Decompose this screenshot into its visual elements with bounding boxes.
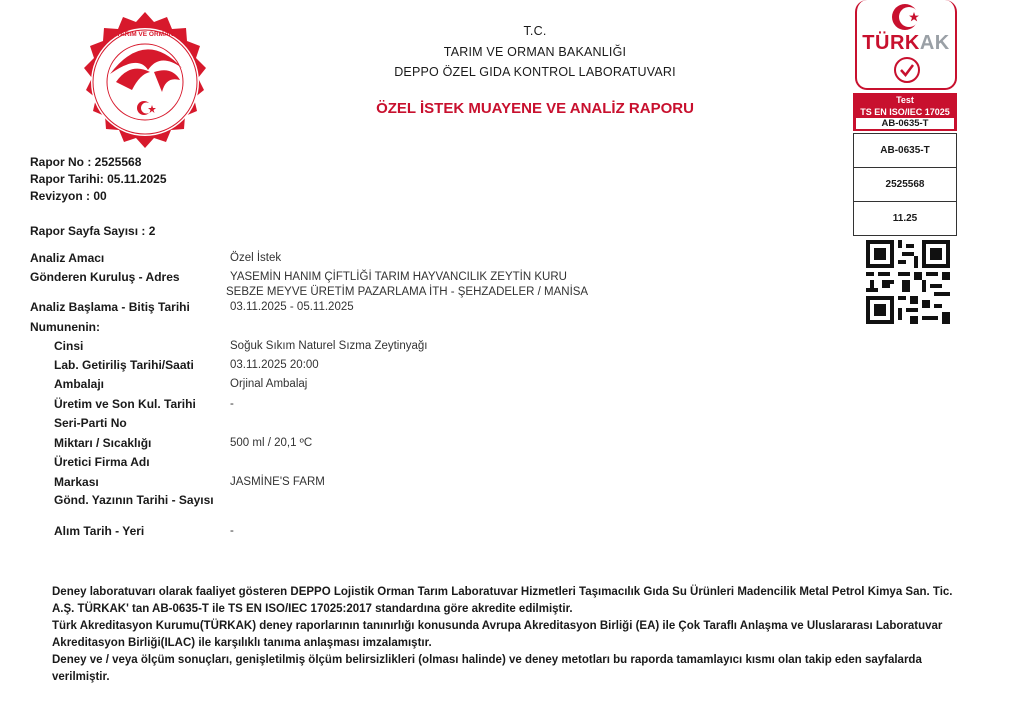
analysis-dates-label: Analiz Başlama - Bitiş Tarihi [30, 300, 190, 314]
sample-field-label: Gönd. Yazının Tarihi - Sayısı [54, 493, 214, 507]
sample-field-label: Lab. Getiriliş Tarihi/Saati [54, 358, 194, 372]
sample-section-label: Numunenin: [30, 320, 100, 334]
sender-label: Gönderen Kuruluş - Adres [30, 270, 180, 284]
ministry-seal-logo [70, 10, 220, 160]
report-revision: Revizyon : 00 [30, 189, 107, 203]
report-number: Rapor No : 2525568 [30, 155, 142, 169]
analysis-dates-value: 03.11.2025 - 05.11.2025 [230, 301, 354, 313]
standard-label: TS EN ISO/IEC 17025 [860, 107, 950, 117]
accreditation-cell: 2525568 [854, 168, 956, 202]
turkak-crescent-icon [890, 2, 924, 32]
sample-field-label: Ambalajı [54, 377, 105, 391]
analysis-purpose-value: Özel İstek [230, 252, 282, 264]
accreditation-code: AB-0635-T [856, 118, 954, 129]
sample-field-label: Markası [54, 475, 99, 489]
accreditation-badge [853, 93, 957, 131]
turkak-wordmark: TÜRKAK [862, 32, 950, 54]
sample-field-value: - [230, 525, 234, 537]
sample-field-value: JASMİNE'S FARM [230, 476, 325, 488]
sample-field-label: Üretim ve Son Kul. Tarihi [54, 397, 196, 411]
sample-field-label: Seri-Parti No [54, 416, 127, 430]
header-country: T.C. [523, 24, 547, 38]
statement-paragraph: Deney ve / veya ölçüm sonuçları, genişletilmiş ölçüm belirsizlikleri (olması halinde) ve deney metotları bu raporda tamamlayıcı kısmı olan takip eden sayfalarda verilmiştir. [52, 654, 922, 683]
test-label: Test [896, 95, 914, 105]
report-date: Rapor Tarihi: 05.11.2025 [30, 172, 167, 186]
header-ministry: TARIM VE ORMAN BAKANLIĞI [443, 45, 627, 59]
sender-value-line1: YASEMİN HANIM ÇİFTLİĞİ TARIM HAYVANCILIK ZEYTİN KURU [230, 271, 567, 283]
sample-field-value: Orjinal Ambalaj [230, 378, 308, 390]
qr-code-icon[interactable] [866, 240, 950, 324]
sample-field-label: Cinsi [54, 339, 84, 353]
accreditation-table [853, 133, 957, 236]
header-laboratory: DEPPO ÖZEL GIDA KONTROL LABORATUVARI [394, 65, 676, 79]
report-page-count: Rapor Sayfa Sayısı : 2 [30, 224, 156, 238]
sample-field-value: Soğuk Sıkım Naturel Sızma Zeytinyağı [230, 340, 428, 352]
turkak-logo [855, 0, 957, 90]
report-title: ÖZEL İSTEK MUAYENE VE ANALİZ RAPORU [376, 100, 694, 117]
svg-text:TARIM VE ORMAN: TARIM VE ORMAN [116, 31, 174, 38]
sample-field-value: 500 ml / 20,1 ºC [230, 437, 313, 449]
accreditation-statement [52, 584, 972, 686]
sample-field-label: Miktarı / Sıcaklığı [54, 436, 152, 450]
statement-paragraph: Türk Akreditasyon Kurumu(TÜRKAK) deney raporlarının tanınırlığı konusunda Avrupa Akreditasyon Birliği (EA) ile Çok Taraflı Anlaşma ve Uluslararası Laboratuvar Akreditasyon Birliği(ILAC) ile karşılıklı tanıma anlaşması imzalamıştır. [52, 620, 943, 649]
sample-field-label: Üretici Firma Adı [54, 455, 150, 469]
accreditation-cell: AB-0635-T [854, 134, 956, 168]
checkmark-icon [893, 56, 921, 84]
statement-paragraph: Deney laboratuvarı olarak faaliyet gösteren DEPPO Lojistik Orman Tarım Laboratuvar Hizmetleri Taşımacılık Gıda Su Ürünleri Madencilik Metal Petrol Kimya San. Tic. A.Ş. TÜRKAK' tan AB-0635-T ile TS EN ISO/IEC 17025:2017 standardına göre akredite edilmiştir. [52, 586, 953, 615]
accreditation-cell: 11.25 [892, 213, 918, 224]
sample-field-value: - [230, 398, 234, 410]
analysis-purpose-label: Analiz Amacı [30, 251, 105, 265]
sender-value-line2: SEBZE MEYVE ÜRETİM PAZARLAMA İTH - ŞEHZADELER / MANİSA [226, 286, 589, 298]
sample-field-value: 03.11.2025 20:00 [230, 359, 319, 371]
sample-field-label: Alım Tarih - Yeri [54, 524, 145, 538]
